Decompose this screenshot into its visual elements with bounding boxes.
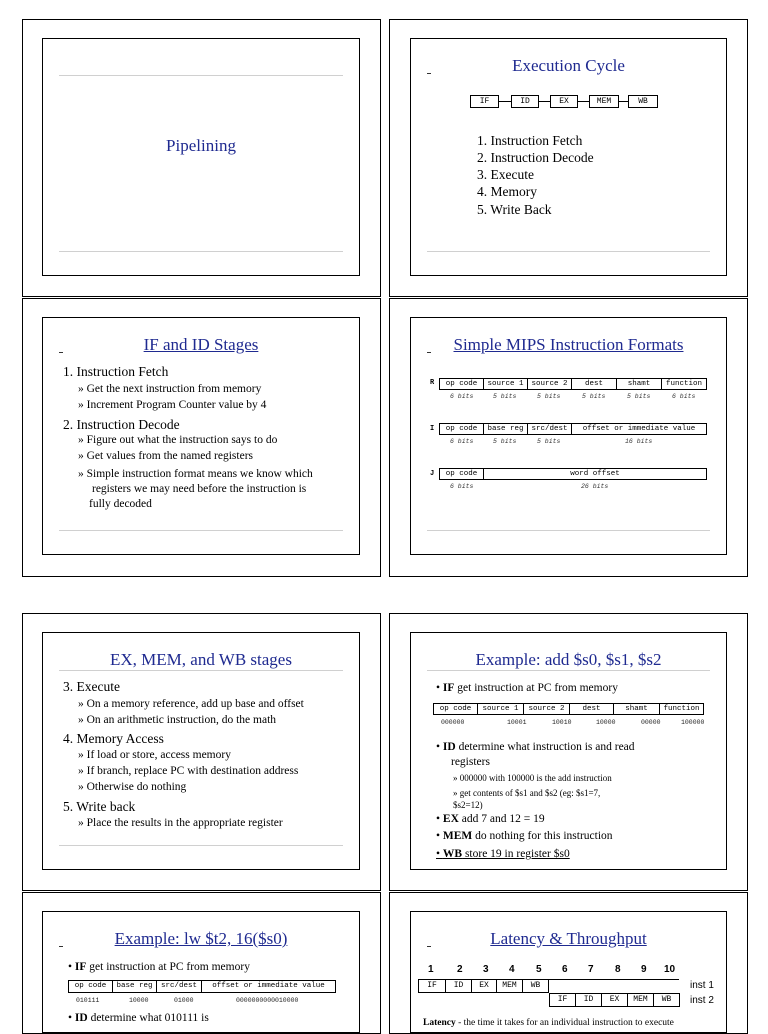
sub-item: » Simple instruction format means we know which [78, 468, 313, 480]
stage-cell: IF [549, 993, 576, 1007]
stage-connector [499, 101, 511, 102]
list-item: 3. Execute [477, 167, 534, 182]
slide-top-rule [59, 670, 343, 671]
bullet-bold: EX [442, 813, 459, 825]
field-code: 00000 [641, 719, 661, 726]
field-code: 01000 [174, 997, 194, 1004]
field-box: source 2 [523, 703, 570, 715]
stage-cell: WB [522, 979, 549, 993]
cycle-number: 4 [509, 964, 515, 975]
timeline-line [549, 979, 679, 980]
field-box: base reg [483, 423, 528, 435]
field-box: offset or immediate value [201, 980, 336, 993]
field-bits: 5 bits [537, 438, 561, 445]
sub-item: » Get the next instruction from memory [78, 383, 262, 395]
cycle-number: 6 [562, 964, 568, 975]
bullet-bold: IF [442, 682, 455, 694]
bullet-item: • IF get instruction at PC from memory [68, 961, 250, 973]
bullet-text: get instruction at PC from memory [454, 682, 618, 694]
field-box: word offset [483, 468, 707, 480]
field-box: op code [439, 423, 484, 435]
slide-title: Simple MIPS Instruction Formats [453, 335, 684, 354]
bullet-item: • IF get instruction at PC from memory [436, 682, 618, 694]
heading-item: 1. Instruction Fetch [63, 364, 169, 379]
sub-item: » Get values from the named registers [78, 450, 253, 462]
stage-connector [619, 101, 628, 102]
bullet-item: • ID determine what instruction is and read [436, 741, 635, 753]
stage-box: IF [470, 95, 499, 108]
stage-cell: IF [418, 979, 446, 993]
slide-pipelining [42, 38, 360, 276]
stage-cell: WB [653, 993, 680, 1007]
slide-latency-throughput [410, 911, 727, 1033]
sub-item: » If load or store, access memory [78, 749, 231, 761]
field-bits: 16 bits [625, 438, 653, 445]
heading-item: 5. Write back [63, 799, 136, 814]
format-label-i: I [430, 425, 435, 433]
bullet-item: • WB store 19 in register $s0 [436, 848, 570, 860]
bullet-item: • EX add 7 and 12 = 19 [436, 813, 545, 825]
slide-title: Example: add $s0, $s1, $s2 [475, 650, 662, 669]
slide-title: IF and ID Stages [143, 335, 259, 354]
slide-title: Example: lw $t2, 16($s0) [114, 929, 288, 948]
slide-title: Latency & Throughput [490, 929, 647, 948]
bullet-bold: ID [442, 741, 456, 753]
field-box: shamt [613, 703, 660, 715]
format-label-j: J [430, 470, 435, 478]
field-box: src/dest [156, 980, 202, 993]
sub-item: » Place the results in the appropriate register [78, 817, 283, 829]
bullet-text: get instruction at PC from memory [86, 961, 250, 973]
field-bits: 6 bits [672, 393, 696, 400]
field-code: 10001 [507, 719, 527, 726]
field-box: offset or immediate value [571, 423, 707, 435]
bullet-text: determine what instruction is and read [455, 741, 635, 753]
slide-ex-mem-wb [42, 632, 360, 870]
slide-title: Pipelining [166, 136, 236, 155]
slide-example-lw [42, 911, 360, 1033]
sub-item: » On an arithmetic instruction, do the math [78, 714, 277, 726]
slide-bottom-rule [59, 251, 343, 252]
cycle-number: 7 [588, 964, 594, 975]
cycle-number: 1 [428, 964, 434, 975]
slide-execution-cycle [410, 38, 727, 276]
field-bits: 6 bits [450, 393, 474, 400]
sub-item: » Otherwise do nothing [78, 781, 187, 793]
stage-cell: ID [445, 979, 472, 993]
bullet-text: do nothing for this instruction [472, 830, 613, 842]
stage-cell: MEM [496, 979, 523, 993]
field-code: 10000 [596, 719, 616, 726]
sub-item: » If branch, replace PC with destination address [78, 765, 299, 777]
sub-item: » Increment Program Counter value by 4 [78, 399, 267, 411]
instruction-label: inst 1 [690, 980, 714, 991]
sub-item: registers we may need before the instruction is [92, 483, 307, 495]
field-box: dest [569, 703, 614, 715]
field-box: shamt [616, 378, 662, 390]
format-label-r: R [430, 379, 435, 387]
cycle-number: 3 [483, 964, 489, 975]
field-box: op code [439, 468, 484, 480]
field-code: 10010 [552, 719, 572, 726]
field-bits: 26 bits [581, 483, 609, 490]
heading-item: 3. Execute [63, 679, 120, 694]
cycle-number: 5 [536, 964, 542, 975]
slide-top-rule [59, 75, 343, 76]
bullet-text: add 7 and 12 = 19 [458, 813, 545, 825]
sub-item: $s2=12) [453, 800, 483, 810]
field-code: 10000 [129, 997, 149, 1004]
bullet-item: • MEM do nothing for this instruction [436, 830, 613, 842]
slide-example-add [410, 632, 727, 870]
instruction-label: inst 2 [690, 995, 714, 1006]
heading-item: 4. Memory Access [63, 731, 164, 746]
bullet-continuation: registers [451, 756, 490, 768]
bullet-bold: MEM [442, 830, 473, 842]
sub-item: » On a memory reference, add up base and offset [78, 698, 304, 710]
bullet-item: • ID determine what 010111 is [68, 1012, 209, 1024]
field-bits: 5 bits [493, 393, 517, 400]
field-box: op code [68, 980, 113, 993]
bullet-text: determine what 010111 is [87, 1012, 209, 1024]
stage-cell: EX [601, 993, 628, 1007]
field-bits: 5 bits [493, 438, 517, 445]
field-box: op code [439, 378, 484, 390]
stage-box: EX [550, 95, 578, 108]
cycle-number: 10 [664, 964, 676, 975]
slide-title: Execution Cycle [512, 56, 625, 75]
stage-cell: EX [471, 979, 497, 993]
field-box: base reg [112, 980, 157, 993]
slide-bottom-rule [59, 845, 343, 846]
field-bits: 5 bits [537, 393, 561, 400]
stage-box: WB [628, 95, 658, 108]
stage-box: ID [511, 95, 539, 108]
latency-definition [423, 1018, 674, 1028]
slide-if-id-stages [42, 317, 360, 555]
list-item: 2. Instruction Decode [477, 150, 594, 165]
field-box: dest [571, 378, 617, 390]
field-box: source 1 [477, 703, 524, 715]
field-bits: 5 bits [627, 393, 651, 400]
bullet-bold: ID [74, 1012, 88, 1024]
cycle-number: 2 [457, 964, 463, 975]
list-item: 4. Memory [477, 184, 537, 199]
stage-box: MEM [589, 95, 619, 108]
bullet-bold: IF [74, 961, 87, 973]
field-code: 000000 [441, 719, 465, 726]
field-box: op code [433, 703, 478, 715]
field-box: function [659, 703, 704, 715]
field-bits: 6 bits [450, 438, 474, 445]
slide-bottom-rule [59, 530, 343, 531]
sub-item: » get contents of $s1 and $s2 (eg: $s1=7, [453, 788, 601, 798]
field-code: 0000000000010000 [236, 997, 299, 1004]
cycle-number: 9 [641, 964, 647, 975]
slide-title: EX, MEM, and WB stages [110, 650, 292, 669]
field-box: source 1 [483, 378, 528, 390]
list-item: 1. Instruction Fetch [477, 133, 583, 148]
sub-item: » 000000 with 100000 is the add instruction [453, 773, 612, 783]
field-bits: 5 bits [582, 393, 606, 400]
field-box: function [661, 378, 707, 390]
sub-item: » Figure out what the instruction says to do [78, 434, 278, 446]
heading-item: 2. Instruction Decode [63, 417, 180, 432]
cycle-number: 8 [615, 964, 621, 975]
latency-text: - the time it takes for an individual instruction to execute [455, 1018, 674, 1028]
field-code: 010111 [76, 997, 100, 1004]
stage-connector [578, 101, 589, 102]
field-code: 100000 [681, 719, 705, 726]
stage-cell: ID [575, 993, 602, 1007]
stage-connector [539, 101, 550, 102]
list-item: 5. Write Back [477, 202, 552, 217]
slide-mips-formats [410, 317, 727, 555]
bullet-bold: WB [442, 848, 463, 860]
sub-item: fully decoded [89, 498, 152, 510]
slide-bottom-rule [427, 530, 710, 531]
latency-term: Latency [423, 1018, 456, 1028]
field-bits: 6 bits [450, 483, 474, 490]
bullet-text: store 19 in register $s0 [462, 848, 570, 860]
stage-cell: MEM [627, 993, 654, 1007]
field-box: source 2 [527, 378, 572, 390]
slide-bottom-rule [427, 251, 710, 252]
slide-top-rule [427, 670, 710, 671]
field-box: src/dest [527, 423, 572, 435]
